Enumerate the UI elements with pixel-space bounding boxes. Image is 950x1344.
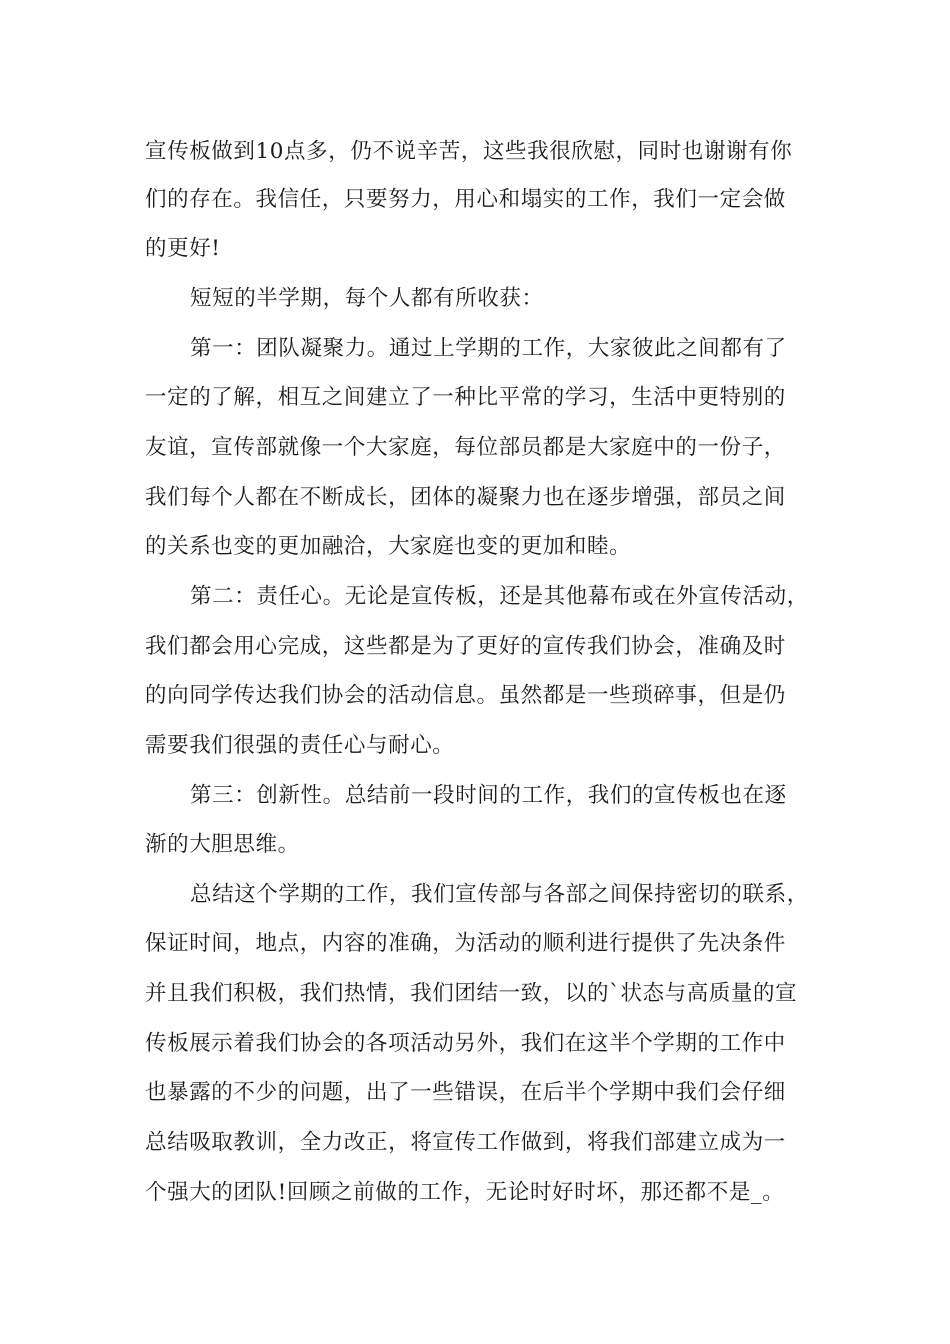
text-line: 也暴露的不少的问题，出了一些错误，在后半个学期中我们会仔细 [145, 1080, 786, 1105]
text-line: 并且我们积极，我们热情，我们团结一致，以的`状态与高质量的宣 [145, 981, 798, 1006]
paragraph-first-line: 短短的半学期，每个人都有所收获： [190, 286, 544, 311]
paragraph-first-line: 总结这个学期的工作，我们宣传部与各部之间保持密切的联系， [190, 882, 809, 907]
text-line: 需要我们很强的责任心与耐心。 [145, 733, 455, 758]
text-line: 们的存在。我信任，只要努力，用心和塌实的工作，我们一定会做 [145, 187, 786, 212]
text-line: 一定的了解，相互之间建立了一种比平常的学习，生活中更特别的 [145, 385, 786, 410]
paragraph-first-line: 第一：团队凝聚力。通过上学期的工作，大家彼此之间都有了 [190, 336, 787, 361]
text-line: 传板展示着我们协会的各项活动另外，我们在这半个学期的工作中 [145, 1031, 786, 1056]
text-line: 总结吸取教训，全力改正，将宣传工作做到，将我们部建立成为一 [145, 1130, 786, 1155]
text-line: 我们都会用心完成，这些都是为了更好的宣传我们协会，准确及时 [145, 634, 786, 659]
text-line: 宣传板做到10点多，仍不说辛苦，这些我很欣慰，同时也谢谢有你 [145, 139, 793, 164]
text-line: 的向同学传达我们协会的活动信息。虽然都是一些琐碎事，但是仍 [145, 683, 786, 708]
paragraph-first-line: 第二：责任心。无论是宣传板，还是其他幕布或在外宣传活动， [190, 584, 809, 609]
text-line: 个强大的团队!回顾之前做的工作，无论时好时坏，那还都不是_。 [145, 1180, 785, 1205]
text-line: 的关系也变的更加融洽，大家庭也变的更加和睦。 [145, 534, 632, 559]
text-line: 保证时间，地点，内容的准确，为活动的顺利进行提供了先决条件 [145, 931, 786, 956]
text-line: 我们每个人都在不断成长，团体的凝聚力也在逐步增强，部员之间 [145, 485, 786, 510]
text-line: 的更好! [145, 236, 221, 261]
text-line: 友谊，宣传部就像一个大家庭，每位部员都是大家庭中的一份子， [145, 435, 786, 460]
paragraph-first-line: 第三：创新性。总结前一段时间的工作，我们的宣传板也在逐 [190, 783, 787, 808]
text-line: 渐的大胆思维。 [145, 832, 300, 857]
